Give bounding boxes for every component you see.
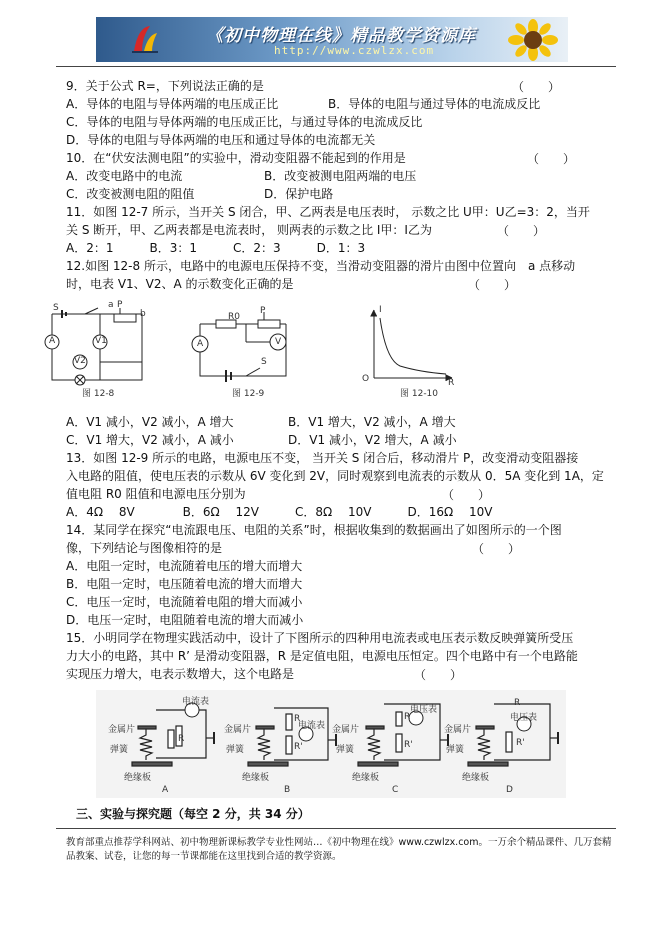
q9-option-b: B．导体的电阻与通过导体的电流成反比 <box>328 97 541 111</box>
fig1210-label-r: R <box>448 378 455 388</box>
q11-answer-bracket: （ ） <box>497 224 546 238</box>
fig129-label-ammeter: A <box>197 339 204 349</box>
q15-a-metal-label: 金属片 <box>108 725 136 735</box>
q14-option-c: C．电压一定时，电流随着电阻的增大而减小 <box>66 595 303 609</box>
fig1210-label-o: O <box>362 374 370 384</box>
q15-d-meter-label: 电压表 <box>510 713 538 723</box>
q12-option-a: A．V1 减小，V2 减小，A 增大 <box>66 415 234 429</box>
q13-answer-bracket: （ ） <box>442 488 491 502</box>
q15-c-r-label: R <box>404 712 411 722</box>
fig129-label-r0: R0 <box>228 312 240 322</box>
q15-c-rp-label: R' <box>404 740 413 750</box>
q14-answer-bracket: （ ） <box>472 542 521 556</box>
q14-option-a: A．电阻一定时，电流随着电压的增大而增大 <box>66 559 303 573</box>
section-3-heading: 三、实验与探究题（每空 2 分，共 34 分） <box>76 807 310 821</box>
q15-b-metal-label: 金属片 <box>224 725 252 735</box>
footer-line1: 教育部重点推荐学科网站、初中物理新课标教学专业性网站…《初中物理在线》www.czwlzx.com。一万余个精品课件、几万套精 <box>66 837 612 848</box>
q15-circuits-figure <box>96 690 566 798</box>
q12-line2: 时，电表 V1、V2、A 的示数变化正确的是 <box>66 277 294 291</box>
q14-line2: 像，下列结论与图像相符的是 <box>66 541 223 555</box>
q15-d-spring-label: 弹簧 <box>446 745 465 755</box>
q15-line1: 15．小明同学在物理实践活动中，设计了下图所示的四种用电流表或电压表示数反映弹簧所受压 <box>66 631 574 645</box>
q12-option-b: B．V1 增大，V2 减小，A 增大 <box>288 415 456 429</box>
site-url[interactable]: http://www.czwlzx.com <box>274 44 435 57</box>
q15-answer-bracket: （ ） <box>414 668 463 682</box>
fig128-label-s: S <box>53 303 59 313</box>
q15-a-spring-label: 弹簧 <box>110 745 129 755</box>
fig128-label-b: b <box>140 309 146 319</box>
q9-stem: 9．关于公式 R=，下列说法正确的是 <box>66 79 264 93</box>
q12-answer-bracket: （ ） <box>468 278 517 292</box>
fig128-label-p: P <box>117 300 123 310</box>
q13-line2: 入电路的阻值，使电压表的示数从 6V 变化到 2V，同时观察到电流表的示数从 0．5A 变化到 1A，定 <box>66 469 604 483</box>
q15-d-rp-label: R' <box>516 738 525 748</box>
fig128-label-a: a <box>108 300 114 310</box>
q11-line1: 11．如图 12-7 所示，当开关 S 闭合，甲、乙两表是电压表时， 示数之比 U甲：U乙=3：2，当开 <box>66 205 590 219</box>
q15-line2: 力大小的电路，其中 R’ 是滑动变阻器，R 是定值电阻，电源电压恒定。四个电路中有一个电路能 <box>66 649 578 663</box>
q15-c-board-label: 绝缘板 <box>352 773 380 783</box>
fig129-caption: 图 12-9 <box>232 389 265 399</box>
q15-option-d-label: D <box>506 785 513 795</box>
q9-option-d: D．导体的电阻与导体两端的电压和通过导体的电流都无关 <box>66 133 376 147</box>
q9-option-a: A．导体的电阻与导体两端的电压成正比 <box>66 97 279 111</box>
q15-a-meter-label: 电流表 <box>182 697 210 707</box>
q15-b-meter-label: 电流表 <box>298 721 326 731</box>
q10-option-d: D．保护电路 <box>264 187 334 201</box>
q15-b-rp-label: R' <box>294 742 303 752</box>
fig129-label-s: S <box>261 357 267 367</box>
q10-option-c: C．改变被测电阻的阻值 <box>66 187 195 201</box>
footer-divider <box>56 828 616 829</box>
q15-d-board-label: 绝缘板 <box>462 773 490 783</box>
q10-stem: 10．在“伏安法测电阻”的实验中，滑动变阻器不能起到的作用是 <box>66 151 406 165</box>
q15-option-a-label: A <box>162 785 169 795</box>
q14-option-d: D．电压一定时，电阻随着电流的增大而减小 <box>66 613 304 627</box>
q15-c-spring-label: 弹簧 <box>336 745 355 755</box>
q12-option-c: C．V1 增大，V2 减小，A 减小 <box>66 433 234 447</box>
q15-c-metal-label: 金属片 <box>332 725 360 735</box>
fig128-label-v1: V1 <box>95 336 107 346</box>
fig128-label-v2: V2 <box>74 356 86 366</box>
figure-12-10 <box>360 304 460 386</box>
q10-option-a: A．改变电路中的电流 <box>66 169 183 183</box>
q15-b-spring-label: 弹簧 <box>226 745 245 755</box>
fig1210-label-i: I <box>379 305 382 315</box>
q14-line1: 14．某同学在探究“电流跟电压、电阻的关系”时，根据收集到的数据画出了如图所示的一个图 <box>66 523 562 537</box>
sunflower-icon <box>506 19 560 61</box>
q15-line3: 实现压力增大，电表示数增大，这个电路是 <box>66 667 295 681</box>
q12-line1: 12.如图 12-8 所示，电路中的电源电压保持不变，当滑动变阻器的滑片由图中位置向 a 点移动 <box>66 259 576 273</box>
site-title: 《初中物理在线》精品教学资源库 <box>206 26 476 46</box>
fig1210-caption: 图 12-10 <box>400 389 439 399</box>
header-banner <box>96 17 568 62</box>
fig128-caption: 图 12-8 <box>82 389 115 399</box>
q11-line2: 关 S 断开，甲、乙两表都是电流表时， 则两表的示数之比 I甲：I乙为 <box>66 223 432 237</box>
footer-line2: 品教案、试卷，让您的每一节课都能在这里找到合适的教学资源。 <box>66 851 342 862</box>
q13-options: A．4Ω 8V B．6Ω 12V C．8Ω 10V D．16Ω 10V <box>66 505 493 519</box>
q15-option-c-label: C <box>392 785 399 795</box>
q15-c-meter-label: 电压表 <box>410 705 438 715</box>
fig128-label-ammeter: A <box>49 336 56 346</box>
site-logo-icon <box>130 23 160 55</box>
q15-a-board-label: 绝缘板 <box>124 773 152 783</box>
fig129-label-p: P <box>260 306 266 316</box>
q12-option-d: D．V1 减小，V2 增大，A 减小 <box>288 433 457 447</box>
q15-option-b-label: B <box>284 785 291 795</box>
q11-options: A．2：1 B．3：1 C．2：3 D．1：3 <box>66 241 366 255</box>
q15-d-r-label: R <box>514 698 521 708</box>
q10-option-b: B．改变被测电阻两端的电压 <box>264 169 417 183</box>
q15-circuits-drawing <box>96 690 566 798</box>
q9-answer-bracket: （ ） <box>512 80 561 94</box>
header-divider <box>56 66 616 67</box>
q9-option-c: C．导体的电阻与导体两端的电压成正比，与通过导体的电流成反比 <box>66 115 423 129</box>
q13-line1: 13．如图 12-9 所示的电路，电源电压不变， 当开关 S 闭合后，移动滑片 P，改变滑动变阻器接 <box>66 451 579 465</box>
q15-b-board-label: 绝缘板 <box>242 773 270 783</box>
q15-d-metal-label: 金属片 <box>444 725 472 735</box>
q13-line3: 值电阻 R0 阻值和电源电压分别为 <box>66 487 246 501</box>
q14-option-b: B．电阻一定时，电压随着电流的增大而增大 <box>66 577 303 591</box>
figure-12-8 <box>40 302 150 398</box>
q15-b-r-label: R <box>294 714 301 724</box>
q15-a-r-label: R <box>178 734 185 744</box>
q10-answer-bracket: （ ） <box>527 152 576 166</box>
fig129-label-voltmeter: V <box>275 337 282 347</box>
